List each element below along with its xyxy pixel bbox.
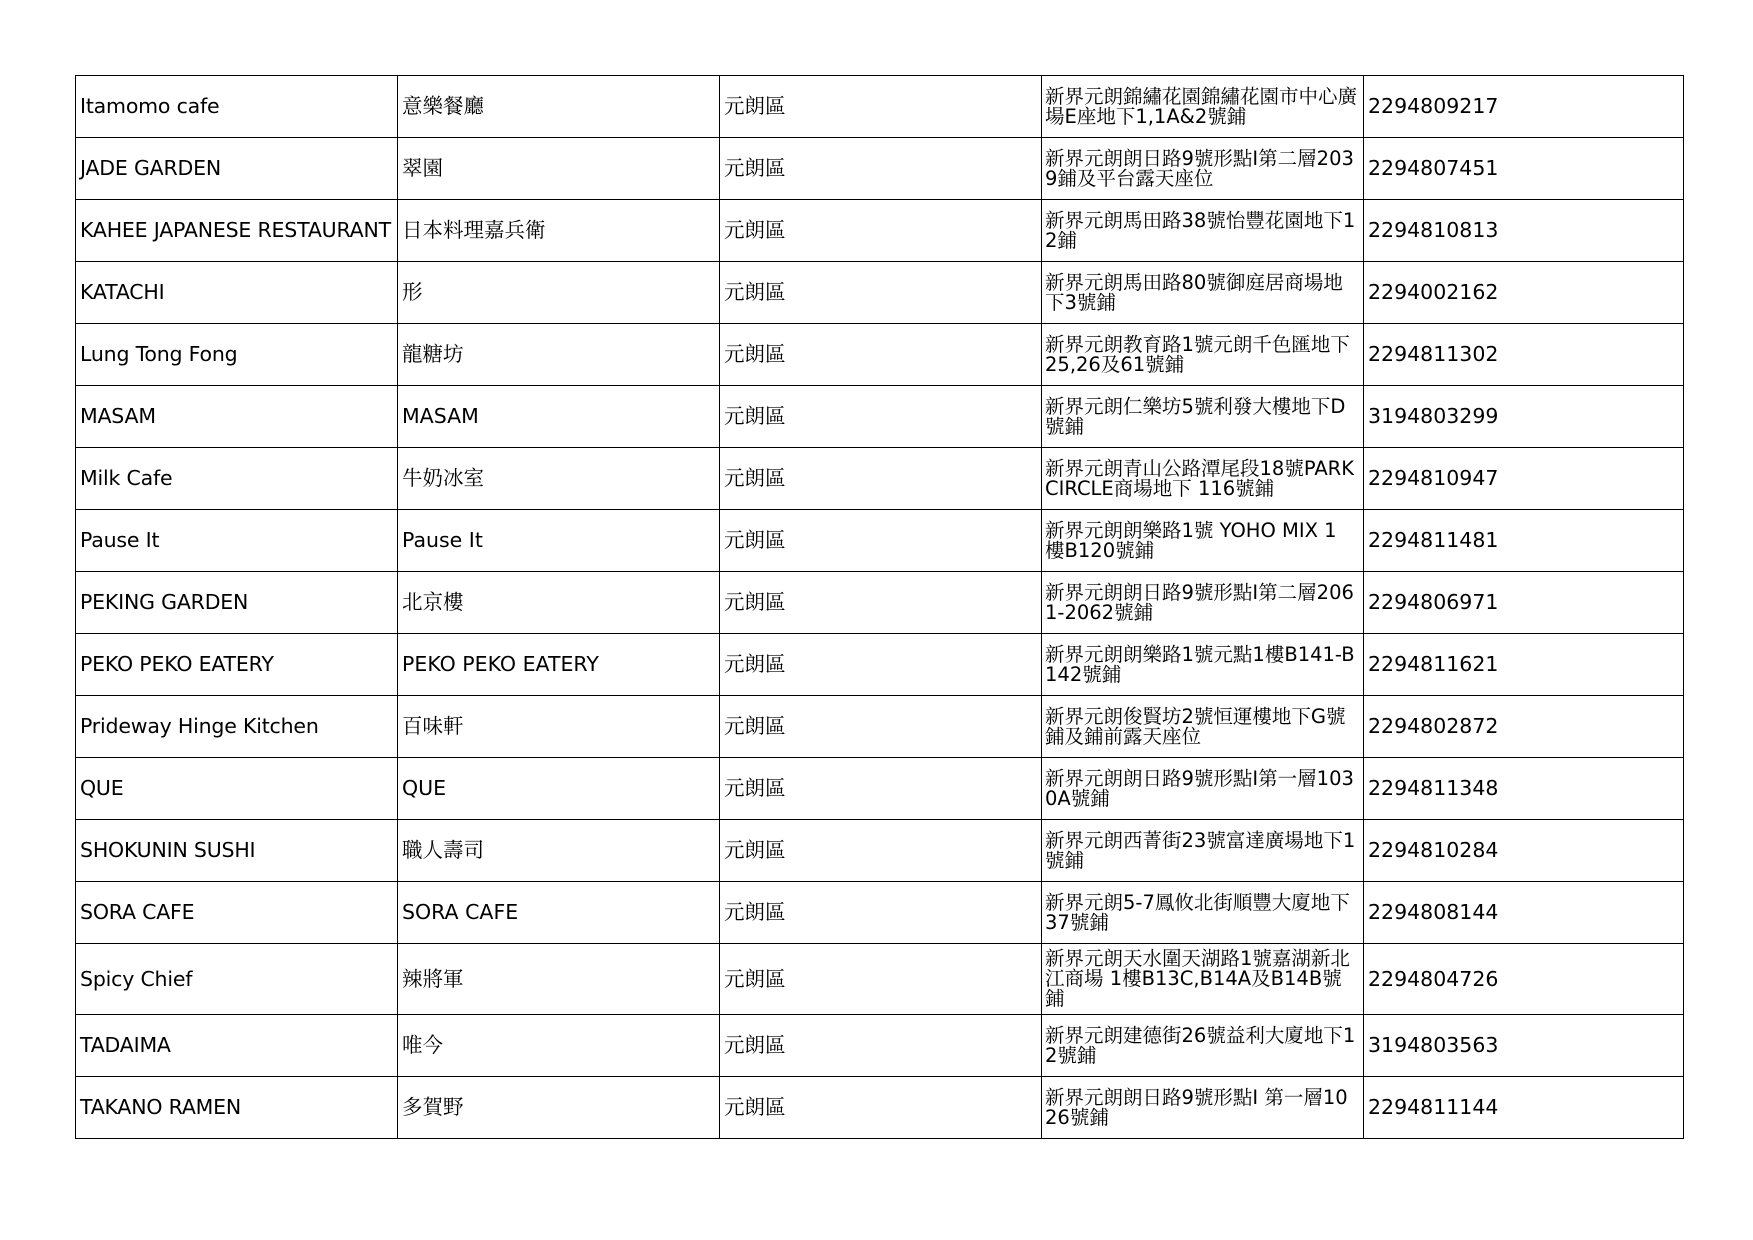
table-row <box>76 262 1684 324</box>
address-cell: 新界元朗教育路1號元朗千色匯地下25,26及61號鋪 <box>1042 324 1364 386</box>
english-name-cell: MASAM <box>76 386 398 448</box>
english-name-cell: SORA CAFE <box>76 882 398 944</box>
licence-number-cell: 2294811348 <box>1364 758 1684 820</box>
table-row <box>76 1077 1684 1139</box>
chinese-name-cell: SORA CAFE <box>398 882 720 944</box>
district-cell: 元朗區 <box>720 386 1042 448</box>
table-row <box>76 758 1684 820</box>
licence-number-cell: 2294809217 <box>1364 76 1684 138</box>
district-cell: 元朗區 <box>720 510 1042 572</box>
licence-number-cell: 2294810284 <box>1364 820 1684 882</box>
table-row <box>76 634 1684 696</box>
district-cell: 元朗區 <box>720 820 1042 882</box>
licence-number-cell: 3194803299 <box>1364 386 1684 448</box>
chinese-name-cell: MASAM <box>398 386 720 448</box>
restaurant-table <box>75 75 1684 1139</box>
district-cell: 元朗區 <box>720 448 1042 510</box>
address-cell: 新界元朗朗日路9號形點I第二層2039鋪及平台露天座位 <box>1042 138 1364 200</box>
english-name-cell: KATACHI <box>76 262 398 324</box>
table-row <box>76 386 1684 448</box>
district-cell: 元朗區 <box>720 1015 1042 1077</box>
address-cell: 新界元朗仁樂坊5號利發大樓地下D號鋪 <box>1042 386 1364 448</box>
chinese-name-cell: 牛奶冰室 <box>398 448 720 510</box>
chinese-name-cell: 辣將軍 <box>398 944 720 1015</box>
table-row <box>76 324 1684 386</box>
licence-number-cell: 2294811621 <box>1364 634 1684 696</box>
licence-number-cell: 2294810947 <box>1364 448 1684 510</box>
table-row <box>76 76 1684 138</box>
chinese-name-cell: Pause It <box>398 510 720 572</box>
english-name-cell: Pause It <box>76 510 398 572</box>
chinese-name-cell: 百味軒 <box>398 696 720 758</box>
table-row <box>76 696 1684 758</box>
licence-number-cell: 2294811481 <box>1364 510 1684 572</box>
chinese-name-cell: 龍糖坊 <box>398 324 720 386</box>
chinese-name-cell: 日本料理嘉兵衛 <box>398 200 720 262</box>
table-row <box>76 572 1684 634</box>
chinese-name-cell: PEKO PEKO EATERY <box>398 634 720 696</box>
address-cell: 新界元朗錦繡花園錦繡花園市中心廣場E座地下1,1A&2號鋪 <box>1042 76 1364 138</box>
english-name-cell: QUE <box>76 758 398 820</box>
address-cell: 新界元朗西菁街23號富達廣場地下1號鋪 <box>1042 820 1364 882</box>
english-name-cell: JADE GARDEN <box>76 138 398 200</box>
district-cell: 元朗區 <box>720 882 1042 944</box>
english-name-cell: Spicy Chief <box>76 944 398 1015</box>
table-row <box>76 820 1684 882</box>
chinese-name-cell: 意樂餐廳 <box>398 76 720 138</box>
chinese-name-cell: 形 <box>398 262 720 324</box>
address-cell: 新界元朗朗日路9號形點I第一層1030A號鋪 <box>1042 758 1364 820</box>
address-cell: 新界元朗天水圍天湖路1號嘉湖新北江商場 1樓B13C,B14A及B14B號鋪 <box>1042 944 1364 1015</box>
english-name-cell: TAKANO RAMEN <box>76 1077 398 1139</box>
table-row <box>76 200 1684 262</box>
licence-number-cell: 2294002162 <box>1364 262 1684 324</box>
licence-number-cell: 2294807451 <box>1364 138 1684 200</box>
licence-number-cell: 3194803563 <box>1364 1015 1684 1077</box>
district-cell: 元朗區 <box>720 758 1042 820</box>
english-name-cell: Milk Cafe <box>76 448 398 510</box>
district-cell: 元朗區 <box>720 76 1042 138</box>
english-name-cell: Itamomo cafe <box>76 76 398 138</box>
licence-number-cell: 2294808144 <box>1364 882 1684 944</box>
district-cell: 元朗區 <box>720 200 1042 262</box>
address-cell: 新界元朗馬田路80號御庭居商場地下3號鋪 <box>1042 262 1364 324</box>
chinese-name-cell: QUE <box>398 758 720 820</box>
district-cell: 元朗區 <box>720 634 1042 696</box>
district-cell: 元朗區 <box>720 262 1042 324</box>
district-cell: 元朗區 <box>720 1077 1042 1139</box>
licence-number-cell: 2294802872 <box>1364 696 1684 758</box>
chinese-name-cell: 多賀野 <box>398 1077 720 1139</box>
licence-number-cell: 2294811302 <box>1364 324 1684 386</box>
table-row <box>76 510 1684 572</box>
licence-number-cell: 2294804726 <box>1364 944 1684 1015</box>
chinese-name-cell: 唯今 <box>398 1015 720 1077</box>
district-cell: 元朗區 <box>720 696 1042 758</box>
english-name-cell: Prideway Hinge Kitchen <box>76 696 398 758</box>
english-name-cell: PEKING GARDEN <box>76 572 398 634</box>
address-cell: 新界元朗建德街26號益利大廈地下12號鋪 <box>1042 1015 1364 1077</box>
address-cell: 新界元朗青山公路潭尾段18號PARK CIRCLE商場地下 116號鋪 <box>1042 448 1364 510</box>
district-cell: 元朗區 <box>720 572 1042 634</box>
table-row <box>76 138 1684 200</box>
licence-number-cell: 2294811144 <box>1364 1077 1684 1139</box>
table-row <box>76 944 1684 1015</box>
licence-number-cell: 2294810813 <box>1364 200 1684 262</box>
restaurant-table-container <box>75 75 1684 1139</box>
address-cell: 新界元朗朗日路9號形點I 第一層1026號鋪 <box>1042 1077 1364 1139</box>
address-cell: 新界元朗朗樂路1號元點1樓B141-B142號鋪 <box>1042 634 1364 696</box>
licence-number-cell: 2294806971 <box>1364 572 1684 634</box>
chinese-name-cell: 翠園 <box>398 138 720 200</box>
english-name-cell: SHOKUNIN SUSHI <box>76 820 398 882</box>
address-cell: 新界元朗5-7鳳攸北街順豐大廈地下37號鋪 <box>1042 882 1364 944</box>
table-row <box>76 1015 1684 1077</box>
chinese-name-cell: 職人壽司 <box>398 820 720 882</box>
district-cell: 元朗區 <box>720 138 1042 200</box>
address-cell: 新界元朗朗日路9號形點I第二層2061-2062號鋪 <box>1042 572 1364 634</box>
address-cell: 新界元朗朗樂路1號 YOHO MIX 1 樓B120號鋪 <box>1042 510 1364 572</box>
table-row <box>76 448 1684 510</box>
chinese-name-cell: 北京樓 <box>398 572 720 634</box>
table-row <box>76 882 1684 944</box>
english-name-cell: Lung Tong Fong <box>76 324 398 386</box>
english-name-cell: TADAIMA <box>76 1015 398 1077</box>
english-name-cell: KAHEE JAPANESE RESTAURANT <box>76 200 398 262</box>
district-cell: 元朗區 <box>720 324 1042 386</box>
english-name-cell: PEKO PEKO EATERY <box>76 634 398 696</box>
address-cell: 新界元朗俊賢坊2號恒運樓地下G號鋪及鋪前露天座位 <box>1042 696 1364 758</box>
address-cell: 新界元朗馬田路38號怡豐花園地下12鋪 <box>1042 200 1364 262</box>
table-body <box>76 76 1684 1139</box>
district-cell: 元朗區 <box>720 944 1042 1015</box>
